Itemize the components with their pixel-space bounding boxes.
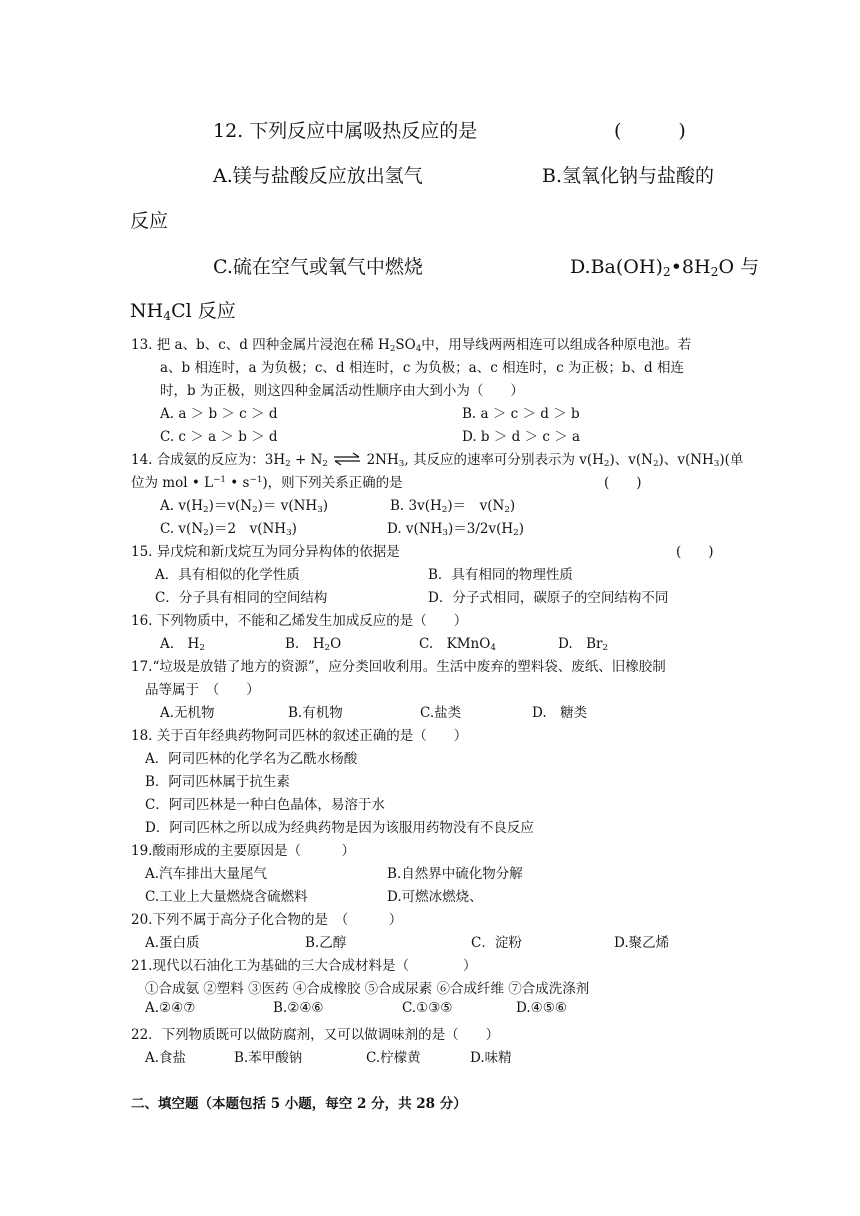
q20-option-a: A.蛋白质: [145, 935, 200, 951]
q13-stem-line3: 时，b 为正极，则这四种金属活动性顺序由大到小为（ ）: [160, 383, 524, 399]
q17-option-c: C.盐类: [420, 705, 462, 721]
q22-option-a: A.食盐: [145, 1050, 187, 1066]
q17-option-b: B.有机物: [288, 705, 343, 721]
q14-stem-line1: 14. 合成氨的反应为：$3H_2 + N_2$ $2NH_3$, 其反应的速率可分别表示为 $v(H_2)$、$v(N_2)$、$v(NH_3)$(单: [131, 452, 744, 470]
q13-option-a: A. a ＞ b ＞ c ＞ d: [160, 406, 278, 422]
q13-option-b: B. a ＞ c ＞ d ＞ b: [462, 406, 580, 422]
q15-option-d: D．分子式相同，碳原子的空间结构不同: [428, 590, 669, 606]
q14-option-b: B. $3v(H_2)=$ $v(N_2)$: [390, 498, 516, 516]
q21-option-a: A.②④⑦: [145, 1000, 196, 1016]
q13-option-c: C. c ＞ a ＞ b ＞ d: [160, 429, 278, 445]
q15-option-a: A．具有相似的化学性质: [155, 567, 300, 583]
q16-option-a: A. $H_2$: [160, 636, 205, 654]
q12-answer-paren: ( ): [614, 120, 686, 142]
q15-option-c: C．分子具有相同的空间结构: [155, 590, 328, 606]
q13-stem-line2: a、b 相连时，a 为负极；c、d 相连时，c 为负极；a、c 相连时，c 为正极；b、d 相连: [160, 360, 684, 376]
q12-option-d-cont: $NH_4Cl$ 反应: [130, 300, 236, 324]
q12-option-d: $D.Ba(OH)_2•8H_2O$ 与: [570, 256, 760, 280]
q17-option-d: D. 糖类: [532, 705, 588, 721]
q12-option-a: A.镁与盐酸反应放出氢气: [213, 165, 423, 187]
q22-option-b: B.苯甲酸钠: [234, 1050, 303, 1066]
q15-answer-paren: ( ): [676, 544, 714, 560]
q22-option-d: D.味精: [470, 1050, 512, 1066]
q14-answer-paren: ( ): [604, 475, 642, 491]
q17-option-a: A.无机物: [160, 705, 215, 721]
q16-option-b: B. $H_2O$: [285, 636, 342, 654]
q19-stem: 19.酸雨形成的主要原因是（ ）: [131, 843, 355, 859]
q14-option-c: C. $v(N_2)=2$ $v(NH_3)$: [160, 521, 297, 539]
q19-option-a: A.汽车排出大量尾气: [145, 866, 268, 882]
q17-stem-line2: 品等属于 （ ）: [145, 682, 260, 698]
q15-option-b: B．具有相同的物理性质: [428, 567, 573, 583]
q12-option-b-cont: 反应: [130, 210, 169, 232]
q12-stem: 12. 下列反应中属吸热反应的是: [213, 120, 478, 142]
q14-option-a: A. $v(H_2)=v(N_2)= v(NH_3)$: [160, 498, 329, 516]
q18-option-d: D．阿司匹林之所以成为经典药物是因为该服用药物没有不良反应: [145, 820, 534, 836]
q18-option-b: B．阿司匹林属于抗生素: [145, 774, 290, 790]
q17-stem-line1: 17.“垃圾是放错了地方的资源”，应分类回收利用。生活中废弃的塑料袋、废纸、旧橡胶制: [131, 659, 666, 675]
q15-stem: 15. 异戊烷和新戊烷互为同分异构体的依据是: [131, 544, 400, 560]
q20-option-d: D.聚乙烯: [614, 935, 670, 951]
q12-option-c: C.硫在空气或氧气中燃烧: [213, 256, 423, 278]
q18-option-a: A．阿司匹林的化学名为乙酰水杨酸: [145, 751, 358, 767]
q19-option-b: B.自然界中硫化物分解: [387, 866, 523, 882]
q21-option-d: D.④⑤⑥: [516, 1000, 567, 1016]
q21-items: ①合成氨 ②塑料 ③医药 ④合成橡胶 ⑤合成尿素 ⑥合成纤维 ⑦合成洗涤剂: [145, 981, 590, 997]
q12-option-b: B.氢氧化钠与盐酸的: [542, 165, 715, 187]
q13-stem-line1: 13. 把 a、b、c、d 四种金属片浸泡在稀 $H_2SO_4$中，用导线两两相连可以组成各种原电池。若: [131, 337, 692, 355]
q22-stem: 22．下列物质既可以做防腐剂，又可以做调味剂的是（ ）: [131, 1027, 500, 1043]
q14-option-d: D. $v(NH_3)=3/2v(H_2)$: [387, 521, 525, 539]
q21-stem: 21.现代以石油化工为基础的三大合成材料是（ ）: [131, 958, 477, 974]
q16-option-d: D. $Br_2$: [558, 636, 609, 654]
equilibrium-arrow-icon: [332, 452, 362, 466]
q21-option-b: B.②④⑥: [273, 1000, 324, 1016]
section-heading-fill-in: 二、填空题（本题包括 5 小题，每空 2 分，共 28 分）: [131, 1096, 467, 1112]
q16-stem: 16. 下列物质中，不能和乙烯发生加成反应的是（ ）: [131, 613, 468, 629]
q13-option-d: D. b ＞ d ＞ c ＞ a: [462, 429, 581, 445]
q20-option-c: C．淀粉: [471, 935, 522, 951]
q22-option-c: C.柠檬黄: [366, 1050, 421, 1066]
q19-option-c: C.工业上大量燃烧含硫燃料: [145, 889, 308, 905]
q20-stem: 20.下列不属于高分子化合物的是 （ ）: [131, 912, 403, 928]
q18-stem: 18. 关于百年经典药物阿司匹林的叙述正确的是（ ）: [131, 728, 468, 744]
q16-option-c: C. KMnO$_4$: [419, 636, 496, 654]
q20-option-b: B.乙醇: [305, 935, 347, 951]
q21-option-c: C.①③⑤: [402, 1000, 453, 1016]
q18-option-c: C．阿司匹林是一种白色晶体，易溶于水: [145, 797, 385, 813]
q19-option-d: D.可燃冰燃烧、: [387, 889, 483, 905]
q14-stem-line2: 位为 mol • $L^{-1}$ • $s^{-1}$)，则下列关系正确的是: [131, 475, 403, 491]
